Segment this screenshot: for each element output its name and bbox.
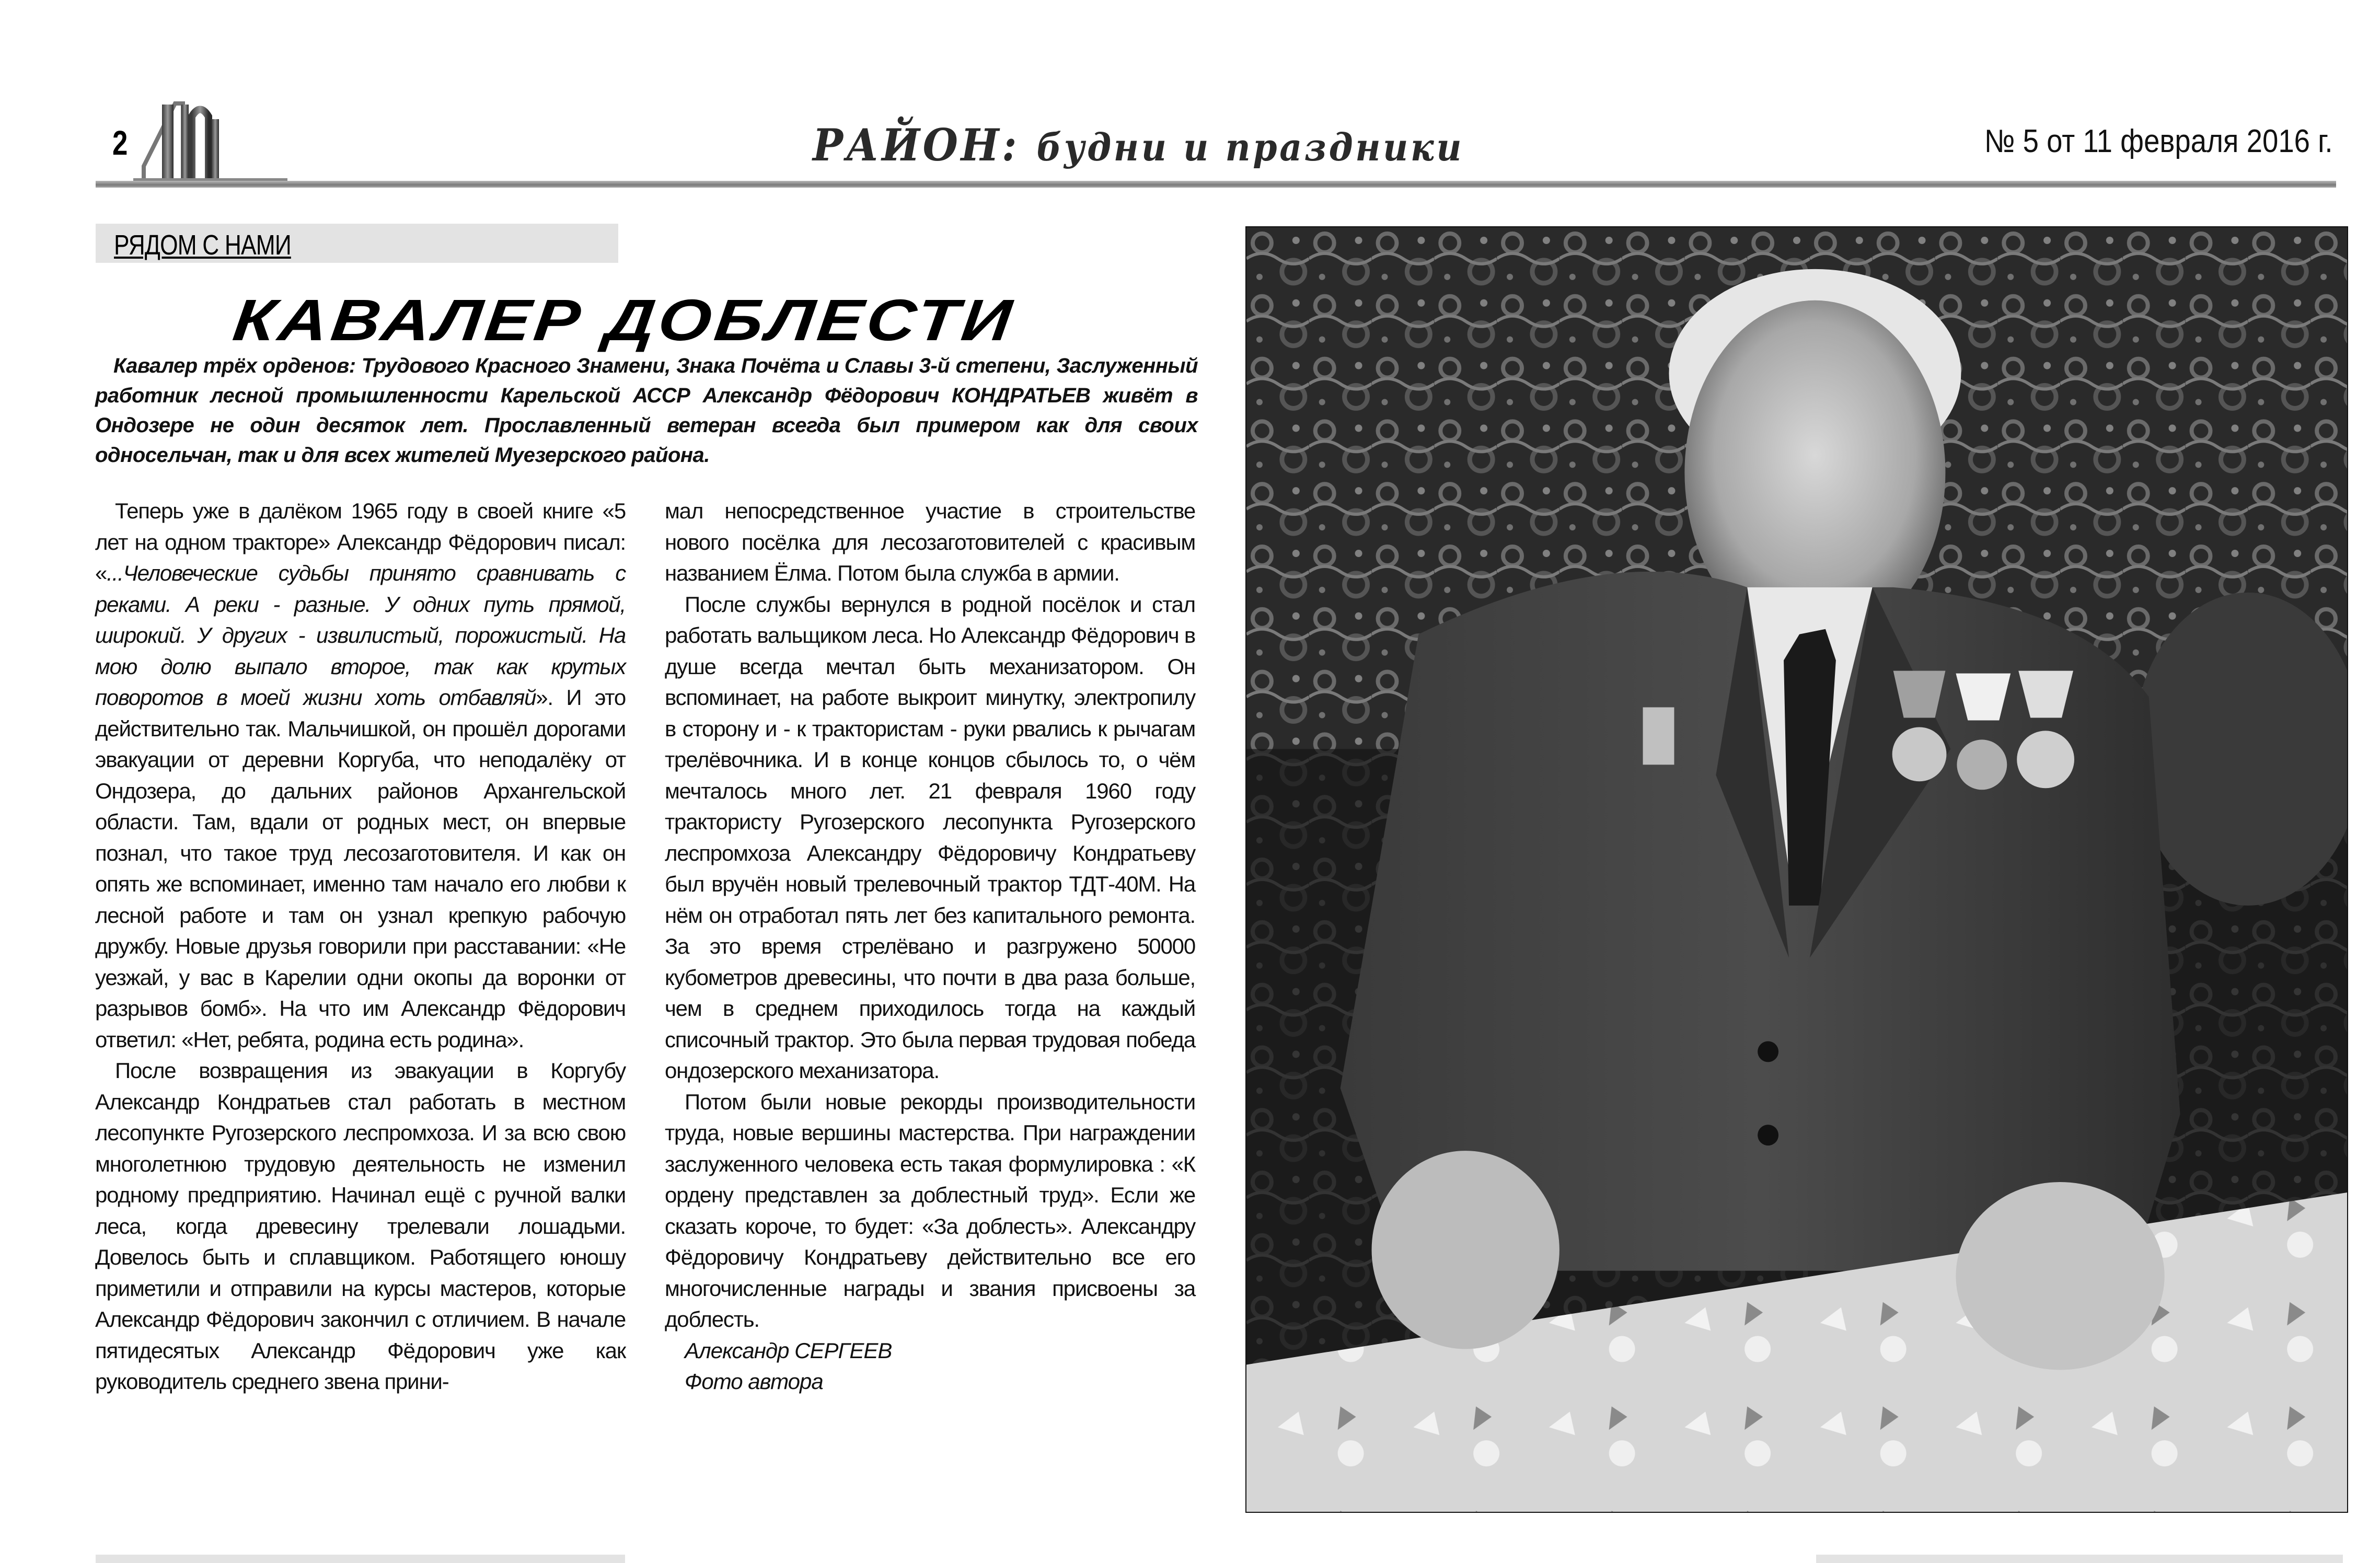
text-run: Теперь уже в далёком 1965 году в своей книге «5 лет на одном тракторе» Александр Фёдорович писал: «: [95, 499, 626, 585]
header-rule: [96, 181, 2336, 188]
masthead-sub: будни и праздники: [1036, 125, 1464, 169]
text-run: ». И это действительно так. Мальчишкой, он прошёл дорогами эвакуации от деревни Коргуба, что неподалёку от Ондозера, до дальних районов Архангельской области. Там, вдали от родных мест, он впервые познал, что такое труд лесозаготовителя. И как он опять же вспоминает, именно там начало его любви к лесной работе и там он узнал крепкую рабочую дружбу. Новые друзья говорили при расставании: «Не уезжай, у вас в Карелии одни окопы да воронки от разрывов бомб». На что им Александр Фёдорович ответил: «Нет, ребята, родина есть родина».: [95, 685, 626, 1052]
portrait-photo-icon: [1246, 227, 2347, 1512]
author-byline: Александр СЕРГЕЕВ: [685, 1338, 892, 1363]
quote-text: ...Человеческие судьбы принято сравнивать с реками. А реки - разные. У одних путь прямой, широкий. У других - извилистый, порожистый. На мою долю выпало второе, так как крутых поворотов в моей жизни хоть отбавляй: [95, 561, 626, 710]
paragraph: Потом были новые рекорды производительности труда, новые вершины мастерства. При награждении заслуженного человека есть такая формулировка : «К ордену представлен за доблестный труд». Если же сказать короче, то будет: «За доблесть». Александру Фёдоровичу Кондратьеву действительно все его многочисленные награды и звания присвоены за доблесть.: [665, 1089, 1195, 1332]
page-number: 2: [112, 123, 128, 162]
next-rubric-strip-right: [1816, 1555, 2343, 1563]
masthead-main: РАЙОН:: [813, 119, 1020, 171]
article-column-1: [95, 495, 626, 1397]
next-rubric-strip-left: [96, 1555, 625, 1563]
section-rubric: [96, 224, 618, 263]
article-photo: [1245, 226, 2348, 1513]
paragraph: После службы вернулся в родной посёлок и стал работать вальщиком леса. Но Александр Фёдорович в душе всегда мечтал быть механизатором. Он вспоминает, на работе выкроит минутку, электропилу в сторону и - к трактористам - руки рвались к рычагам трелёвочника. И в конце концов сбылось то, о чём мечталось много лет. 21 февраля 1960 году трактористу Ругозерского лесопункта Ругозерского леспромхоза Александру Фёдоровичу Кондратьеву был вручён новый трелевочный трактор ТДТ-40М. На нём он отработал пять лет без капитального ремонта. За это время стрелёвано и разгружено 50000 кубометров древесины, что почти в два раза больше, чем в среднем приходилось тогда на каждый списочный трактор. Это была первая трудовая победа ондозерского механизатора.: [665, 592, 1195, 1083]
article-headline: КАВАЛЕР ДОБЛЕСТИ: [229, 287, 1019, 353]
issue-info: № 5 от 11 февраля 2016 г.: [1984, 123, 2333, 159]
section-label: РЯДОМ С НАМИ: [114, 229, 291, 261]
article-lead: Кавалер трёх орденов: Трудового Красного Знамени, Знака Почёта и Славы 3-й степени, Заслуженный работник лесной промышленности Карельской АССР Александр Фёдорович КОНДРАТЬЕВ живёт в Ондозере не один десяток лет. Прославленный ветеран всегда был примером как для своих односельчан, так и для всех жителей Муезерского района.: [95, 354, 1198, 467]
paragraph: [95, 495, 626, 1055]
masthead: [813, 119, 1464, 171]
newspaper-logo-icon: [133, 93, 287, 186]
article-column-2: [665, 495, 1195, 1397]
paragraph: После возвращения из эвакуации в Коргубу Александр Кондратьев стал работать в местном лесопункте Ругозерского леспромхоза. И за всю свою многолетнюю трудовую деятельность не изменил родному предприятию. Начинал ещё с ручной валки леса, когда древесину трелевали лошадьми. Довелось быть и сплавщиком. Работящего юношу приметили и отправили на курсы мастеров, которые Александр Фёдорович закончил с отличием. В начале пятидесятых Александр Фёдорович уже как руководитель среднего звена прини-: [95, 1058, 626, 1394]
paragraph: мал непосредственное участие в строительстве нового посёлка для лесозаготовителей с красивым названием Ёлма. Потом была служба в армии.: [665, 499, 1195, 585]
photo-credit: Фото автора: [685, 1369, 823, 1394]
